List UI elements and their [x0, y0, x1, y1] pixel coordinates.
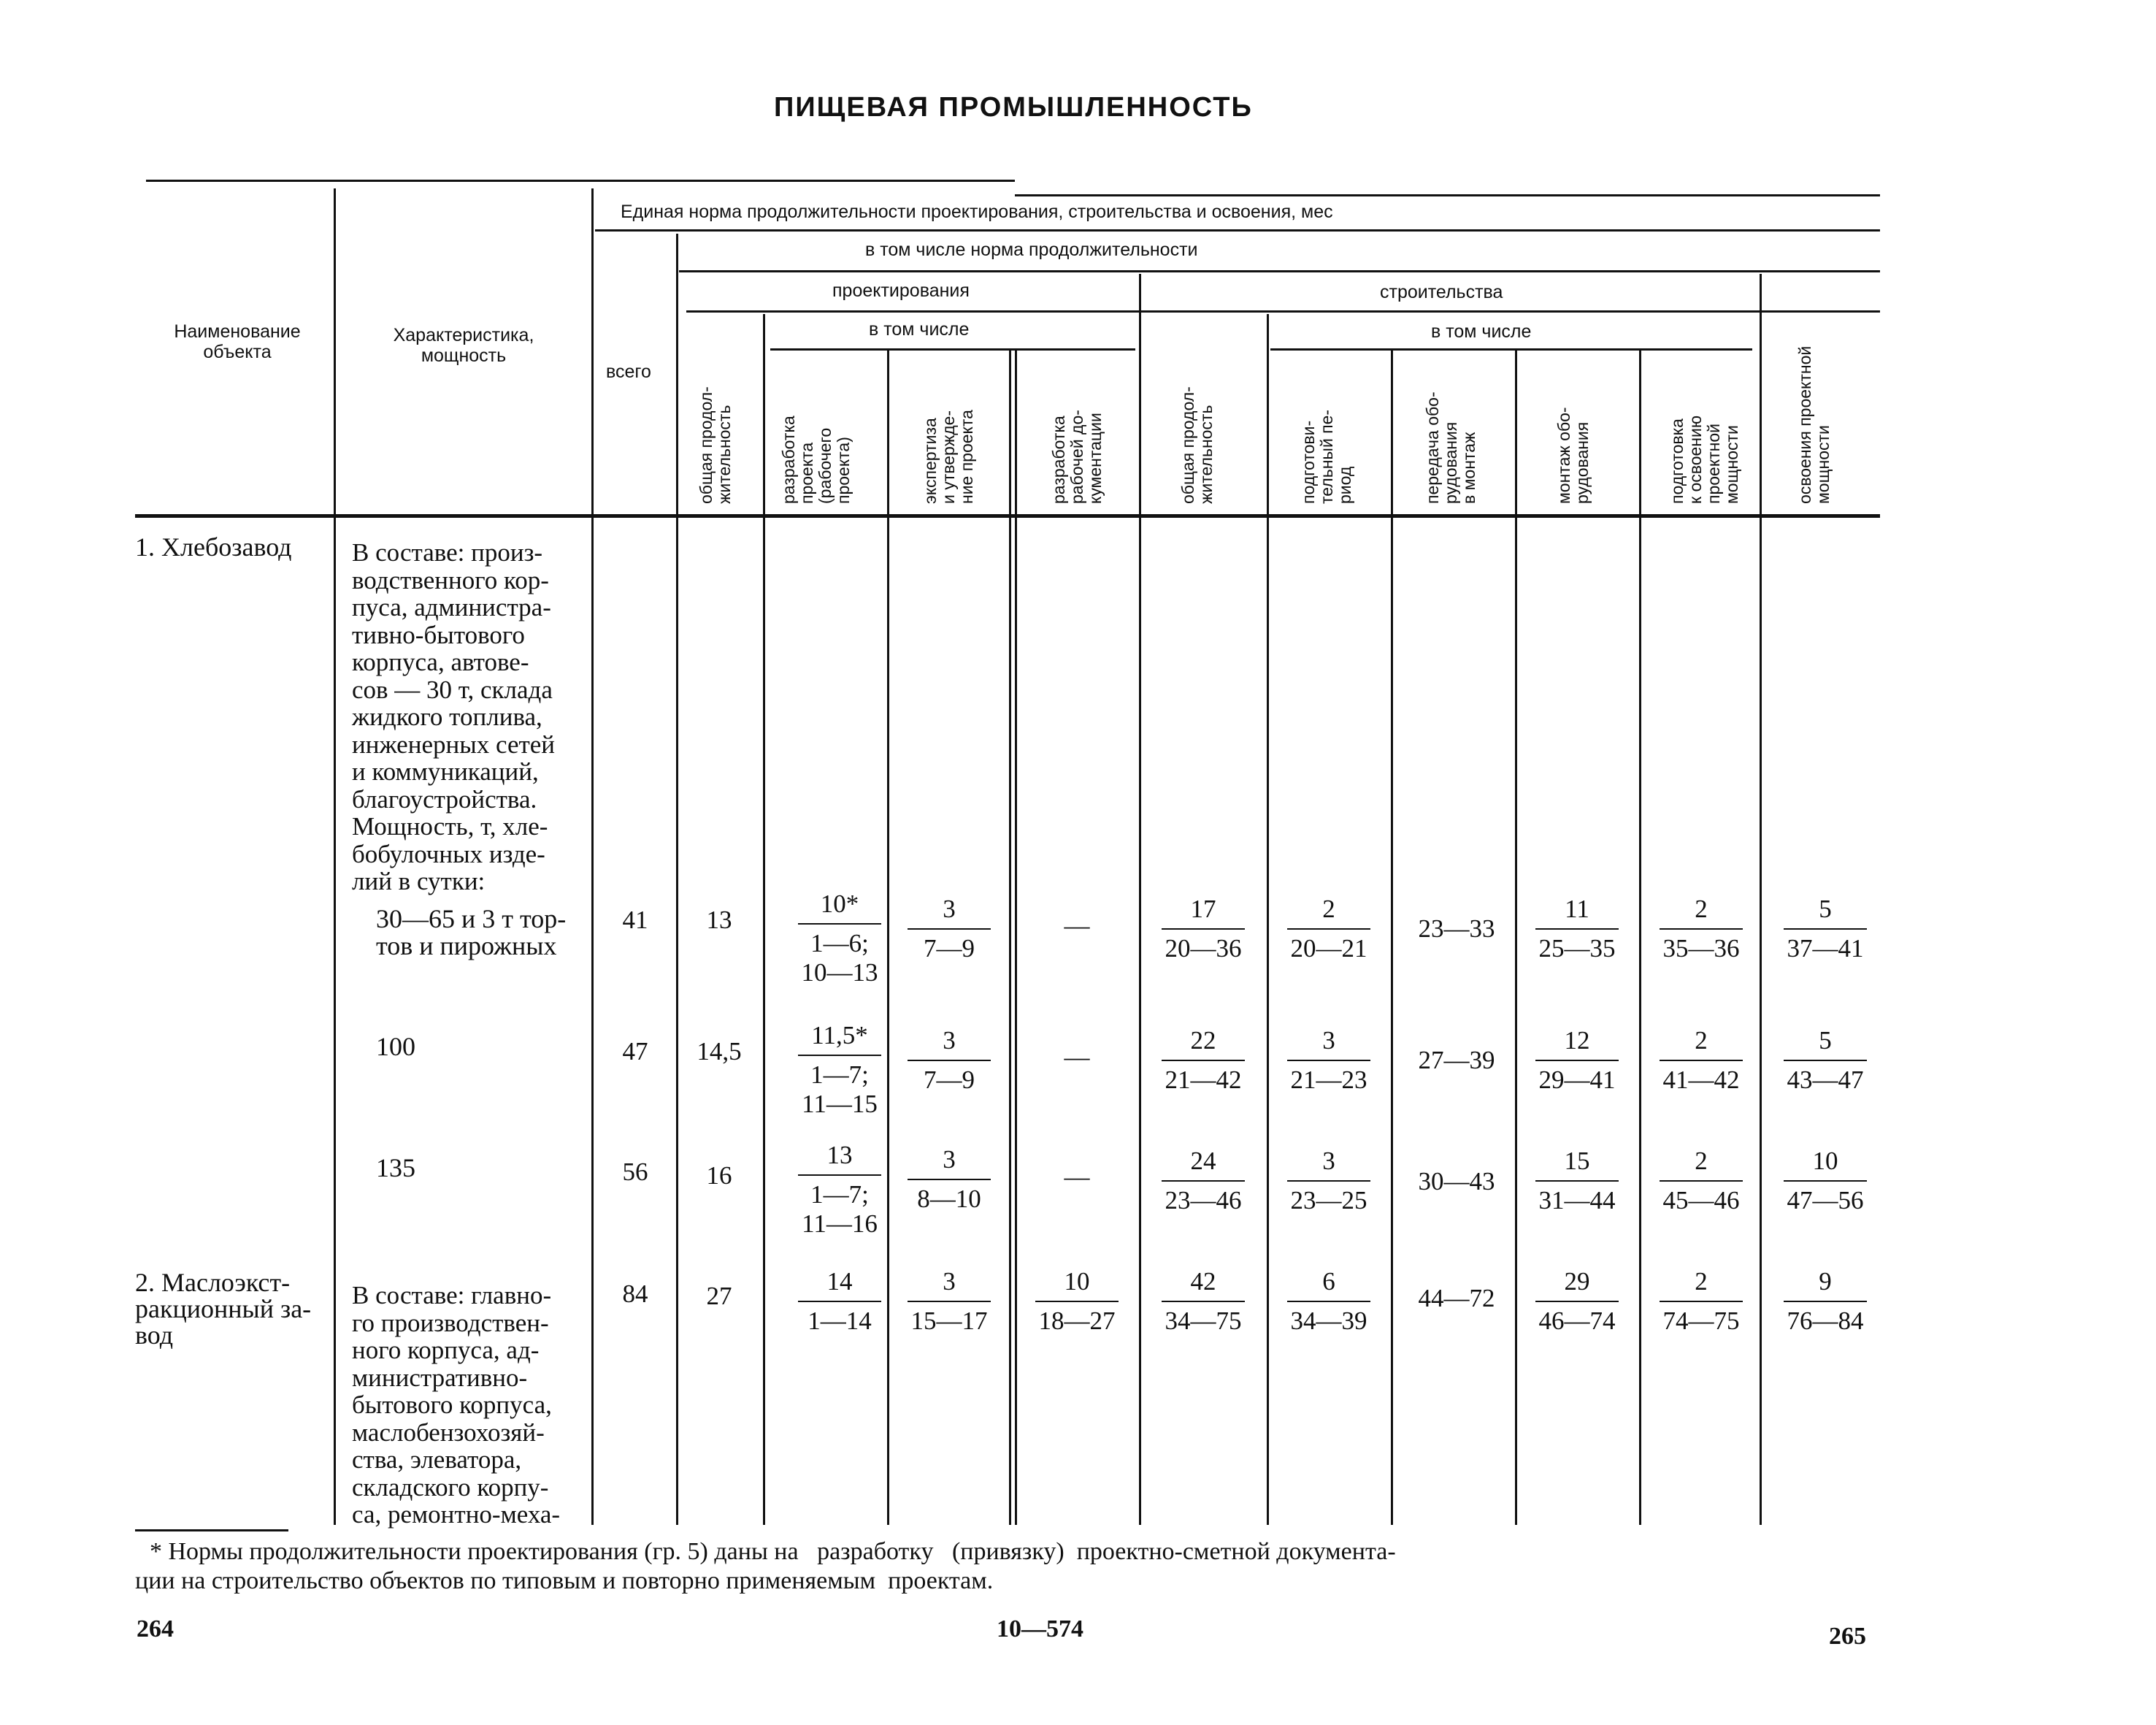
- object-name: 2. Маслоэкст- ракционный за- вод: [135, 1268, 312, 1350]
- mastering-fraction: $\frac{5}{37—41}$: [1778, 895, 1873, 963]
- header-expertise: экспертиза и утвержде- ние проекта: [921, 410, 976, 504]
- mastering-fraction: $\frac{5}{43—47}$: [1778, 1026, 1873, 1095]
- header-construction-including: в том числе: [1431, 321, 1532, 342]
- total-value: 41: [622, 906, 648, 934]
- total-value: 84: [622, 1280, 648, 1308]
- design-total-value: 16: [706, 1161, 732, 1190]
- capacity: 30—65 и 3 т тор- тов и пирожных: [376, 904, 567, 960]
- header-working-docs: разработка рабочей до- кументации: [1049, 410, 1105, 504]
- header-design-including: в том числе: [869, 319, 970, 340]
- header-prep-mastering: подготовка к освоению проектной мощности: [1668, 415, 1741, 504]
- page-title: ПИЩЕВАЯ ПРОМЫШЛЕННОСТЬ: [774, 92, 1253, 123]
- equipment-install-fraction: $\frac{12}{29—41}$: [1530, 1026, 1624, 1095]
- header-design-total: общая продол- жительность: [697, 386, 734, 504]
- equipment-transfer-value: 30—43: [1418, 1167, 1495, 1196]
- header-construction-total: общая продол- жительность: [1178, 386, 1216, 504]
- project-dev-fraction: 10* 1—6; 10—13: [792, 890, 887, 987]
- object-description: В составе: главно- го производствен- ного корпуса, ад- министративно- бытового корпуса, маслобензохозяй- ства, элеватора, складского корпу- са, ремонтно-меха-: [352, 1281, 561, 1529]
- prep-mastering-fraction: $\frac{2}{35—36}$: [1654, 895, 1749, 963]
- prep-mastering-fraction: $\frac{2}{45—46}$: [1654, 1147, 1749, 1215]
- equipment-install-fraction: $\frac{15}{31—44}$: [1530, 1147, 1624, 1215]
- construction-fraction: $\frac{24}{23—46}$: [1156, 1147, 1251, 1215]
- header-equipment-install: монтаж обо- рудования: [1554, 407, 1592, 504]
- equipment-install-fraction: $\frac{29}{46—74}$: [1530, 1267, 1624, 1336]
- footnote-line-2: ции на строительство объектов по типовым и повторно применяемым проектам.: [135, 1567, 994, 1594]
- construction-fraction: $\frac{22}{21—42}$: [1156, 1026, 1251, 1095]
- equipment-transfer-value: 44—72: [1418, 1284, 1495, 1312]
- header-equipment-transfer: передача обо- рудования в монтаж: [1423, 391, 1478, 504]
- prep-mastering-fraction: $\frac{2}{41—42}$: [1654, 1026, 1749, 1095]
- preparatory-fraction: $\frac{3}{23—25}$: [1281, 1147, 1376, 1215]
- expertise-fraction: $\frac{3}{7—9}$: [902, 1026, 997, 1095]
- signature-mark: 10—574: [997, 1615, 1083, 1642]
- preparatory-fraction: $\frac{6}{34—39}$: [1281, 1267, 1376, 1336]
- equipment-transfer-value: 23—33: [1418, 914, 1495, 943]
- header-preparatory: подготови- тельный пе- риод: [1299, 409, 1354, 504]
- total-value: 56: [622, 1158, 648, 1186]
- header-characteristic: Характеристика, мощность: [393, 325, 534, 366]
- expertise-fraction: $\frac{3}{7—9}$: [902, 895, 997, 963]
- construction-fraction: $\frac{17}{20—36}$: [1156, 895, 1251, 963]
- mastering-fraction: $\frac{9}{76—84}$: [1778, 1267, 1873, 1336]
- equipment-install-fraction: $\frac{11}{25—35}$: [1530, 895, 1624, 963]
- object-name: 1. Хлебозавод: [135, 532, 292, 562]
- working-docs-fraction: $\frac{10}{18—27}$: [1029, 1267, 1124, 1336]
- footnote-line-1: * Нормы продолжительности проектирования (гр. 5) даны на разработку (привязку) проектно-сметной документа-: [150, 1538, 1396, 1565]
- header-object-name: Наименование объекта: [174, 321, 301, 362]
- prep-mastering-fraction: $\frac{2}{74—75}$: [1654, 1267, 1749, 1336]
- page-number-right: 265: [1829, 1623, 1866, 1650]
- preparatory-fraction: $\frac{3}{21—23}$: [1281, 1026, 1376, 1095]
- object-description: В составе: произ- водственного кор- пуса, администра- тивно-бытового корпуса, автове- сов — 30 т, склада жидкого топлива, инженерных сетей и коммуникаций, благоустройства. Мощность, т, хле- бобулочных изде- лий в сутки:: [352, 538, 556, 895]
- header-project-dev: разработка проекта (рабочего проекта): [779, 416, 853, 504]
- page-number-left: 264: [137, 1615, 174, 1642]
- header-mastering: освоения проектной мощности: [1795, 345, 1833, 504]
- expertise-fraction: $\frac{3}{8—10}$: [902, 1145, 997, 1214]
- working-docs-value: —: [1064, 911, 1090, 940]
- working-docs-value: —: [1064, 1163, 1090, 1191]
- project-dev-fraction: 11,5* 1—7; 11—15: [792, 1021, 887, 1119]
- design-total-value: 27: [706, 1282, 732, 1310]
- header-unified-norm: Единая норма продолжительности проектирования, строительства и освоения, мес: [621, 202, 1333, 222]
- project-dev-fraction: 13 1—7; 11—16: [792, 1141, 887, 1239]
- header-including-norm: в том числе норма продолжительности: [865, 240, 1198, 260]
- capacity: 100: [376, 1032, 415, 1061]
- project-dev-fraction: $\frac{14}{1—14}$: [792, 1267, 887, 1336]
- expertise-fraction: $\frac{3}{15—17}$: [902, 1267, 997, 1336]
- header-construction: строительства: [1380, 282, 1503, 302]
- construction-fraction: $\frac{42}{34—75}$: [1156, 1267, 1251, 1336]
- header-design: проектирования: [832, 280, 970, 301]
- total-value: 47: [622, 1037, 648, 1066]
- design-total-value: 13: [706, 906, 732, 934]
- equipment-transfer-value: 27—39: [1418, 1046, 1495, 1074]
- header-total: всего: [606, 362, 651, 382]
- preparatory-fraction: $\frac{2}{20—21}$: [1281, 895, 1376, 963]
- working-docs-value: —: [1064, 1043, 1090, 1071]
- design-total-value: 14,5: [697, 1037, 742, 1066]
- capacity: 135: [376, 1153, 415, 1182]
- mastering-fraction: $\frac{10}{47—56}$: [1778, 1147, 1873, 1215]
